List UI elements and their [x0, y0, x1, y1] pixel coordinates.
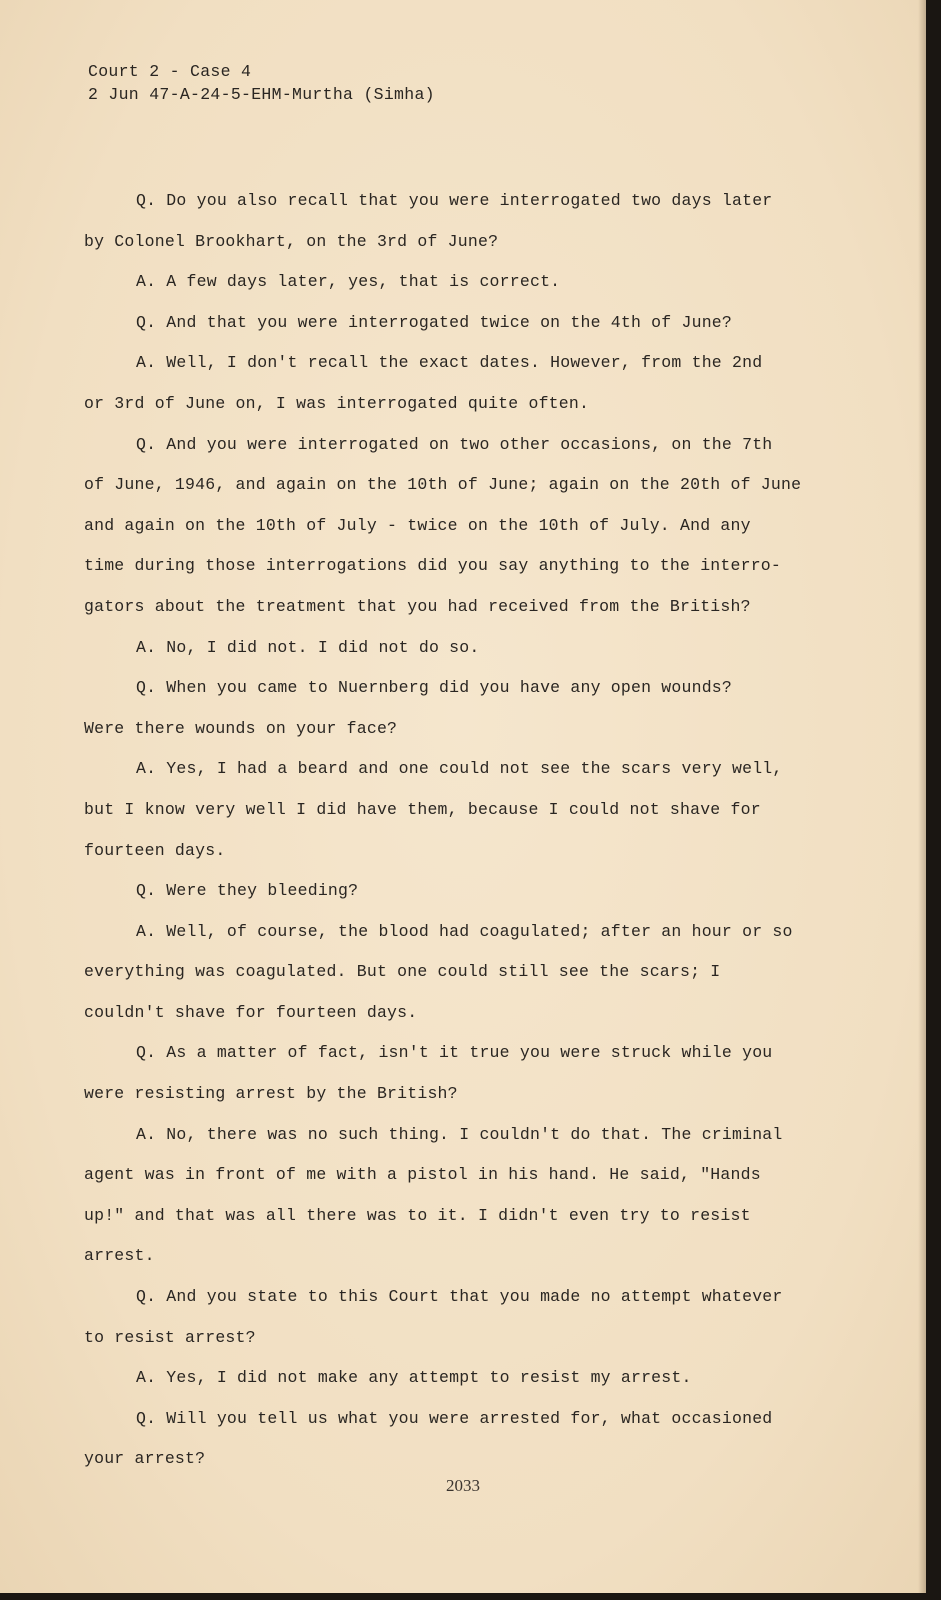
transcript-paragraph [84, 1277, 824, 1358]
transcript-line: Q. When you came to Nuernberg did you have any open wounds? [136, 678, 732, 698]
header-session-info: 2 Jun 47-A-24-5-EHM-Murtha (Simha) [88, 85, 435, 104]
transcript-line: A. Well, I don't recall the exact dates. However, from the 2nd [136, 353, 763, 373]
transcript-paragraph [84, 912, 824, 1034]
transcript-paragraph [84, 1033, 824, 1114]
transcript-line: A. Yes, I had a beard and one could not see the scars very well, [136, 759, 783, 779]
transcript-line: to resist arrest? [84, 1327, 256, 1347]
transcript-paragraph [84, 343, 824, 424]
transcript-line: A. No, I did not. I did not do so. [136, 637, 480, 657]
transcript-line: were resisting arrest by the British? [84, 1084, 458, 1104]
page-edge-shadow [918, 0, 926, 1593]
transcript-line: everything was coagulated. But one could still see the scars; I [84, 962, 721, 982]
transcript-line: A. Yes, I did not make any attempt to resist my arrest. [136, 1368, 692, 1388]
transcript-line: A. No, there was no such thing. I couldn't do that. The criminal [136, 1124, 783, 1144]
transcript-line: arrest. [84, 1246, 155, 1266]
transcript-paragraph [84, 1115, 824, 1277]
transcript-line: your arrest? [84, 1449, 206, 1469]
transcript-line: Q. And you state to this Court that you made no attempt whatever [136, 1287, 783, 1307]
transcript-paragraph [84, 181, 824, 262]
transcript-line: Q. Were they bleeding? [136, 881, 359, 901]
transcript-line: Q. Will you tell us what you were arrested for, what occasioned [136, 1408, 773, 1428]
transcript-paragraph [84, 262, 824, 303]
transcript-line: up!" and that was all there was to it. I didn't even try to resist [84, 1205, 751, 1225]
transcript-body [84, 181, 824, 1480]
transcript-paragraph [84, 628, 824, 669]
transcript-paragraph [84, 1358, 824, 1399]
transcript-line: A. A few days later, yes, that is correct. [136, 272, 561, 292]
transcript-line: Q. As a matter of fact, isn't it true you were struck while you [136, 1043, 773, 1063]
transcript-line: fourteen days. [84, 840, 226, 860]
transcript-line: Were there wounds on your face? [84, 718, 398, 738]
document-header [88, 60, 435, 106]
transcript-line: Q. Do you also recall that you were interrogated two days later [136, 191, 773, 210]
transcript-line: couldn't shave for fourteen days. [84, 1002, 418, 1022]
transcript-paragraph [84, 749, 824, 871]
transcript-line: A. Well, of course, the blood had coagulated; after an hour or so [136, 921, 793, 941]
transcript-line: Q. And that you were interrogated twice on the 4th of June? [136, 312, 732, 332]
transcript-paragraph [84, 1399, 824, 1480]
transcript-line: agent was in front of me with a pistol in his hand. He said, "Hands [84, 1165, 761, 1185]
header-court-case: Court 2 - Case 4 [88, 62, 252, 81]
transcript-line: and again on the 10th of July - twice on the 10th of July. And any [84, 515, 751, 535]
transcript-line: of June, 1946, and again on the 10th of June; again on the 20th of June [84, 475, 802, 495]
transcript-line: gators about the treatment that you had received from the British? [84, 596, 751, 616]
transcript-paragraph [84, 425, 824, 628]
transcript-paragraph [84, 871, 824, 912]
transcript-line: Q. And you were interrogated on two other occasions, on the 7th [136, 434, 773, 454]
transcript-paragraph [84, 303, 824, 344]
page-number: 2033 [446, 1476, 480, 1495]
transcript-line: but I know very well I did have them, because I could not shave for [84, 799, 761, 819]
transcript-paragraph [84, 668, 824, 749]
transcript-line: time during those interrogations did you say anything to the interro- [84, 556, 782, 576]
transcript-line: by Colonel Brookhart, on the 3rd of June? [84, 231, 499, 251]
transcript-line: or 3rd of June on, I was interrogated quite often. [84, 393, 590, 413]
